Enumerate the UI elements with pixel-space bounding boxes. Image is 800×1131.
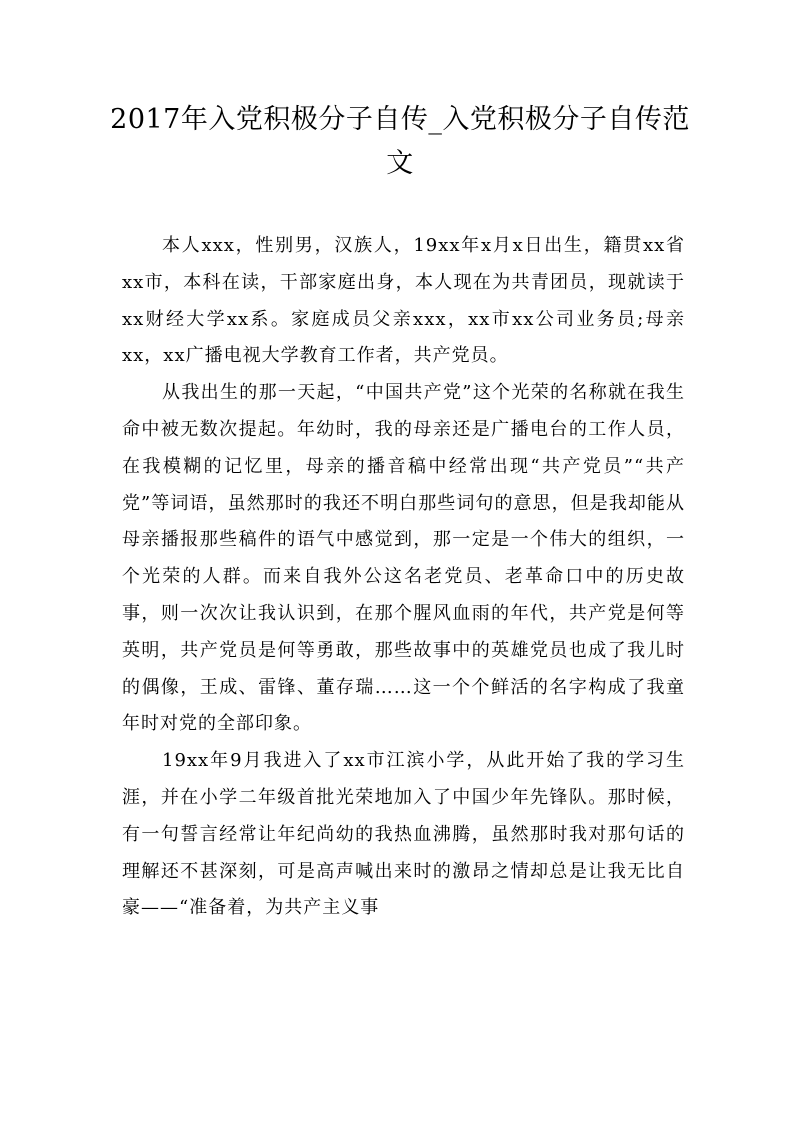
paragraph-childhood-impression: 从我出生的那一天起，“中国共产党”这个光荣的名称就在我生命中被无数次提起。年幼时，我的母亲还是广播电台的工作人员，在我模糊的记忆里，母亲的播音稿中经常出现“共产党员”“共产党”等词语，虽然那时的我还不明白那些词句的意思，但是我却能从母亲播报那些稿件的语气中感觉到，那一定是一个伟大的组织，一个光荣的人群。而来自我外公这名老党员、老革命口中的历史故事，则一次次让我认识到，在那个腥风血雨的年代，共产党是何等英明，共产党员是何等勇敢，那些故事中的英雄党员也成了我儿时的偶像，王成、雷锋、董存瑞……这一个个鲜活的名字构成了我童年时对党的全部印象。 [122, 382, 685, 735]
paragraph-primary-school: 19xx年9月我进入了xx市江滨小学，从此开始了我的学习生涯，并在小学二年级首批光荣地加入了中国少年先锋队。那时候，有一句誓言经常让年纪尚幼的我热血沸腾，虽然那时我对那句话的理解还不甚深刻，可是高声喊出来时的激昂之情却总是让我无比自豪——“准备着，为共产主义事 [122, 750, 685, 919]
document-body [122, 228, 685, 927]
document-title: 2017年入党积极分子自传_入党积极分子自传范文 [110, 104, 690, 179]
paragraph-personal-info: 本人xxx，性别男，汉族人，19xx年x月x日出生，籍贯xx省xx市，本科在读，干部家庭出身，本人现在为共青团员，现就读于xx财经大学xx系。家庭成员父亲xxx，xx市xx公司业务员;母亲xx，xx广播电视大学教育工作者，共产党员。 [122, 235, 685, 367]
